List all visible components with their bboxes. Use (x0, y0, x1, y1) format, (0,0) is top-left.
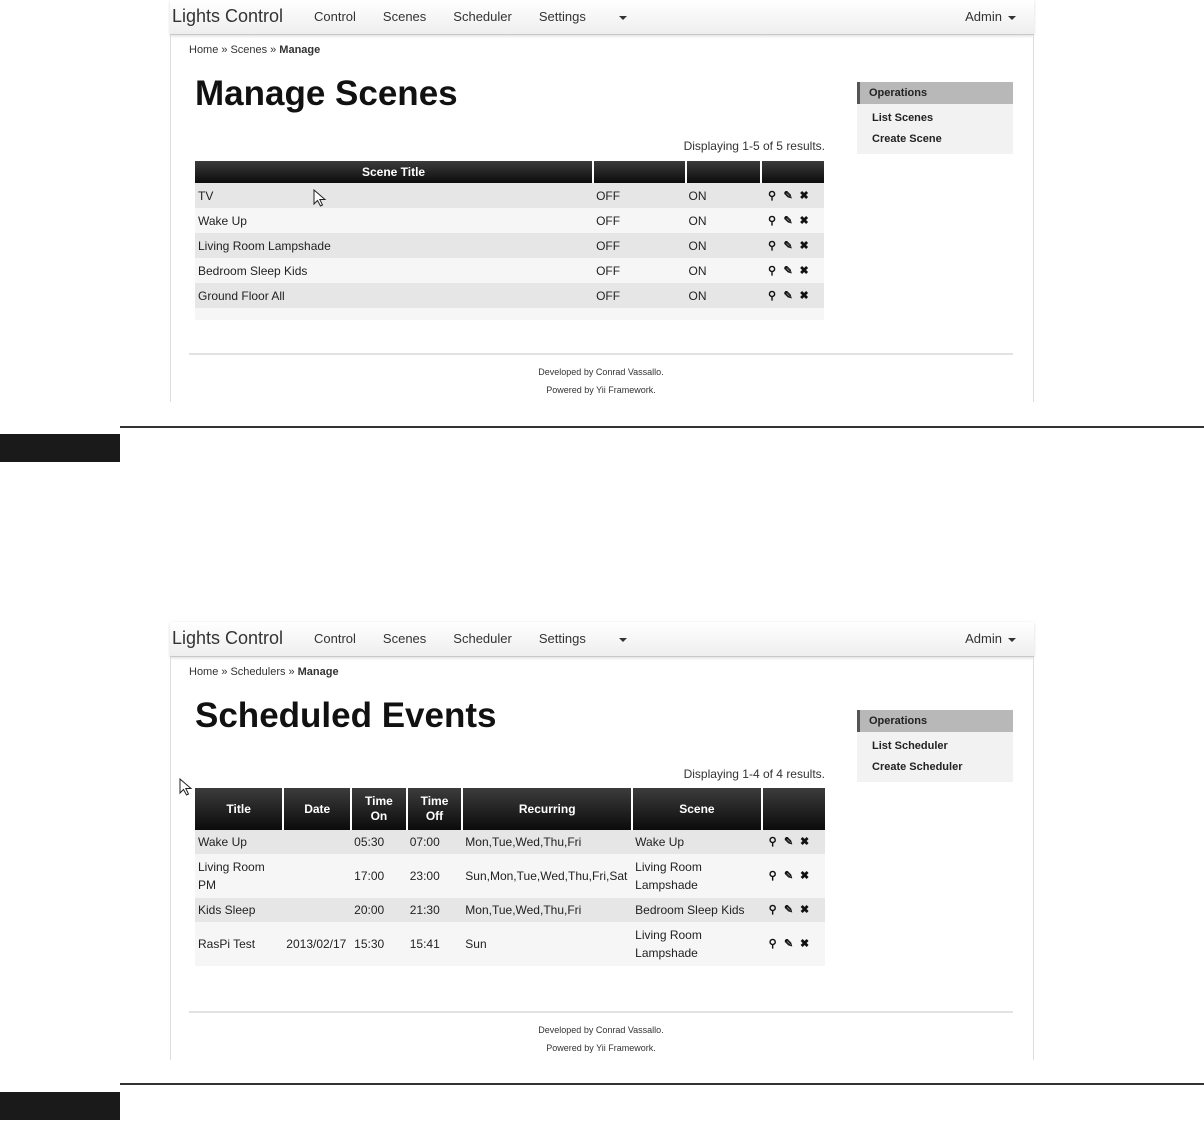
date-cell (283, 854, 351, 898)
off-link[interactable]: OFF (593, 208, 685, 233)
recurring-cell: Mon,Tue,Wed,Thu,Fri (462, 898, 632, 922)
nav-settings[interactable] (539, 9, 627, 24)
row-actions (761, 258, 824, 283)
off-link[interactable]: OFF (593, 258, 685, 283)
row-actions (761, 283, 824, 308)
column-off (593, 161, 685, 183)
delete-icon[interactable]: ✖ (799, 264, 809, 277)
table-header-row (195, 788, 825, 830)
table-row (195, 183, 824, 208)
scheduled-events-screen (170, 622, 1034, 1060)
operations-menu (857, 710, 1013, 782)
pencil-icon[interactable]: ✎ (783, 289, 793, 302)
results-summary: Displaying 1-4 of 4 results. (683, 767, 825, 781)
main-nav (314, 631, 654, 646)
manage-scenes-screen (170, 0, 1034, 402)
on-link[interactable]: ON (686, 258, 762, 283)
row-actions (762, 830, 825, 854)
scene-cell: Living Room Lampshade (632, 922, 762, 966)
magnifier-icon[interactable]: ⚲ (768, 870, 777, 882)
date-cell: 2013/02/17 (283, 922, 351, 966)
title-cell: RasPi Test (195, 922, 283, 966)
delete-icon[interactable]: ✖ (800, 870, 810, 882)
breadcrumb-separator: » (221, 44, 228, 56)
scenes-table (195, 161, 824, 320)
magnifier-icon[interactable]: ⚲ (768, 904, 777, 916)
page-title: Scheduled Events (195, 696, 497, 735)
list-scenes-link[interactable]: List Scenes (872, 112, 934, 124)
caret-down-icon (619, 16, 627, 20)
caret-down-icon (619, 638, 627, 642)
table-row-filler (195, 308, 824, 320)
table-row (195, 898, 825, 922)
delete-icon[interactable]: ✖ (799, 189, 809, 202)
on-link[interactable]: ON (686, 233, 762, 258)
nav-scenes[interactable]: Scenes (382, 631, 427, 646)
magnifier-icon[interactable]: ⚲ (768, 239, 777, 252)
create-scheduler-link[interactable]: Create Scheduler (872, 761, 963, 773)
recurring-cell: Sun (462, 922, 632, 966)
off-link[interactable]: OFF (593, 183, 685, 208)
breadcrumb-home[interactable]: Home (189, 666, 219, 678)
breadcrumb (189, 44, 320, 56)
breadcrumb-home[interactable]: Home (189, 44, 219, 56)
table-header-row (195, 161, 824, 183)
breadcrumb-current: Manage (297, 666, 339, 678)
pencil-icon[interactable]: ✎ (783, 239, 793, 252)
footer-credit: Developed by Conrad Vassallo. (538, 367, 664, 377)
scene-cell: Bedroom Sleep Kids (632, 898, 762, 922)
title-cell: Living Room PM (195, 854, 283, 898)
time-off-cell: 23:00 (407, 854, 463, 898)
admin-label: Admin (965, 631, 1002, 646)
nav-control[interactable]: Control (314, 9, 356, 24)
date-cell (283, 898, 351, 922)
scheduler-table (195, 788, 825, 966)
pencil-icon[interactable]: ✎ (783, 214, 793, 227)
nav-settings-label: Settings (538, 9, 586, 24)
brand-logo[interactable]: Lights Control (172, 6, 284, 26)
scene-title-cell: Bedroom Sleep Kids (195, 258, 593, 283)
column-scene-title[interactable]: Scene Title (195, 161, 593, 183)
nav-scheduler[interactable]: Scheduler (453, 631, 512, 646)
time-off-cell: 07:00 (407, 830, 463, 854)
time-on-cell: 17:00 (351, 854, 407, 898)
magnifier-icon[interactable]: ⚲ (768, 836, 777, 848)
recurring-cell: Sun,Mon,Tue,Wed,Thu,Fri,Sat (462, 854, 632, 898)
operations-heading: Operations (857, 710, 1013, 732)
scene-title-cell: TV (195, 183, 593, 208)
operations-heading: Operations (857, 82, 1013, 104)
row-actions (761, 183, 824, 208)
results-summary: Displaying 1-5 of 5 results. (683, 139, 825, 153)
row-actions (762, 854, 825, 898)
magnifier-icon[interactable]: ⚲ (768, 264, 777, 277)
column-date[interactable]: Date (283, 788, 351, 830)
row-actions (761, 233, 824, 258)
footer-credit: Developed by Conrad Vassallo. (538, 1025, 664, 1035)
breadcrumb-separator: » (270, 44, 277, 56)
column-title[interactable]: Title (195, 788, 283, 830)
footer (189, 1011, 1013, 1057)
scene-title-cell: Ground Floor All (195, 283, 593, 308)
delete-icon[interactable]: ✖ (799, 214, 809, 227)
row-actions (761, 208, 824, 233)
footer-powered: Powered by Yii Framework. (546, 1043, 656, 1053)
magnifier-icon[interactable]: ⚲ (768, 938, 777, 950)
breadcrumb-scenes[interactable]: Scenes (230, 44, 268, 56)
column-recurring[interactable]: Recurring (462, 788, 632, 830)
time-off-cell: 21:30 (407, 898, 463, 922)
magnifier-icon[interactable]: ⚲ (768, 214, 777, 227)
caption-tag (0, 1092, 120, 1120)
caret-down-icon (1008, 638, 1016, 642)
time-on-cell: 05:30 (351, 830, 407, 854)
nav-scenes[interactable]: Scenes (382, 9, 427, 24)
page-title: Manage Scenes (195, 74, 458, 113)
time-on-cell: 15:30 (351, 922, 407, 966)
mouse-pointer-icon (313, 189, 327, 207)
main-nav (314, 9, 654, 24)
breadcrumb (189, 666, 339, 678)
off-link[interactable]: OFF (593, 283, 685, 308)
row-actions (762, 922, 825, 966)
column-time-off[interactable]: Time Off (407, 788, 463, 830)
footer (189, 353, 1013, 399)
breadcrumb-separator: » (221, 666, 228, 678)
footer-powered: Powered by Yii Framework. (546, 385, 656, 395)
navbar (170, 0, 1034, 35)
mouse-pointer-icon (179, 778, 193, 796)
magnifier-icon[interactable]: ⚲ (768, 289, 777, 302)
column-on (686, 161, 762, 183)
pencil-icon[interactable]: ✎ (783, 264, 793, 277)
column-actions (761, 161, 824, 183)
scene-cell: Wake Up (632, 830, 762, 854)
pencil-icon[interactable]: ✎ (784, 870, 794, 882)
divider-line (120, 426, 1204, 428)
pencil-icon[interactable]: ✎ (784, 938, 794, 950)
list-scheduler-link[interactable]: List Scheduler (872, 740, 948, 752)
table-row (195, 922, 825, 966)
pencil-icon[interactable]: ✎ (784, 836, 794, 848)
pencil-icon[interactable]: ✎ (783, 189, 793, 202)
operations-menu (857, 82, 1013, 154)
table-row (195, 233, 824, 258)
delete-icon[interactable]: ✖ (799, 239, 809, 252)
admin-menu[interactable] (965, 631, 1016, 646)
delete-icon[interactable]: ✖ (800, 904, 810, 916)
table-row (195, 830, 825, 854)
caret-down-icon (1008, 16, 1016, 20)
column-time-on[interactable]: Time On (351, 788, 407, 830)
navbar (170, 622, 1034, 657)
on-link[interactable]: ON (686, 183, 762, 208)
date-cell (283, 830, 351, 854)
admin-label: Admin (965, 9, 1002, 24)
recurring-cell: Mon,Tue,Wed,Thu,Fri (462, 830, 632, 854)
scene-cell: Living Room Lampshade (632, 854, 762, 898)
on-link[interactable]: ON (686, 283, 762, 308)
time-on-cell: 20:00 (351, 898, 407, 922)
title-cell: Wake Up (195, 830, 283, 854)
brand-logo[interactable]: Lights Control (172, 628, 284, 648)
pencil-icon[interactable]: ✎ (784, 904, 794, 916)
column-scene[interactable]: Scene (632, 788, 762, 830)
column-actions (762, 788, 825, 830)
time-off-cell: 15:41 (407, 922, 463, 966)
scene-title-cell: Wake Up (195, 208, 593, 233)
admin-menu[interactable] (965, 9, 1016, 24)
nav-scheduler[interactable]: Scheduler (453, 9, 512, 24)
delete-icon[interactable]: ✖ (800, 938, 810, 950)
breadcrumb-current: Manage (279, 44, 321, 56)
row-actions (762, 898, 825, 922)
scene-title-cell: Living Room Lampshade (195, 233, 593, 258)
table-row (195, 208, 824, 233)
title-cell: Kids Sleep (195, 898, 283, 922)
off-link[interactable]: OFF (593, 233, 685, 258)
divider-line (120, 1083, 1204, 1085)
nav-settings[interactable] (539, 631, 627, 646)
on-link[interactable]: ON (686, 208, 762, 233)
delete-icon[interactable]: ✖ (799, 289, 809, 302)
breadcrumb-separator: » (288, 666, 295, 678)
delete-icon[interactable]: ✖ (800, 836, 810, 848)
table-row (195, 854, 825, 898)
magnifier-icon[interactable]: ⚲ (768, 189, 777, 202)
table-row (195, 283, 824, 308)
caption-tag (0, 434, 120, 462)
nav-control[interactable]: Control (314, 631, 356, 646)
nav-settings-label: Settings (538, 631, 586, 646)
create-scene-link[interactable]: Create Scene (872, 133, 942, 145)
table-row (195, 258, 824, 283)
breadcrumb-schedulers[interactable]: Schedulers (230, 666, 286, 678)
